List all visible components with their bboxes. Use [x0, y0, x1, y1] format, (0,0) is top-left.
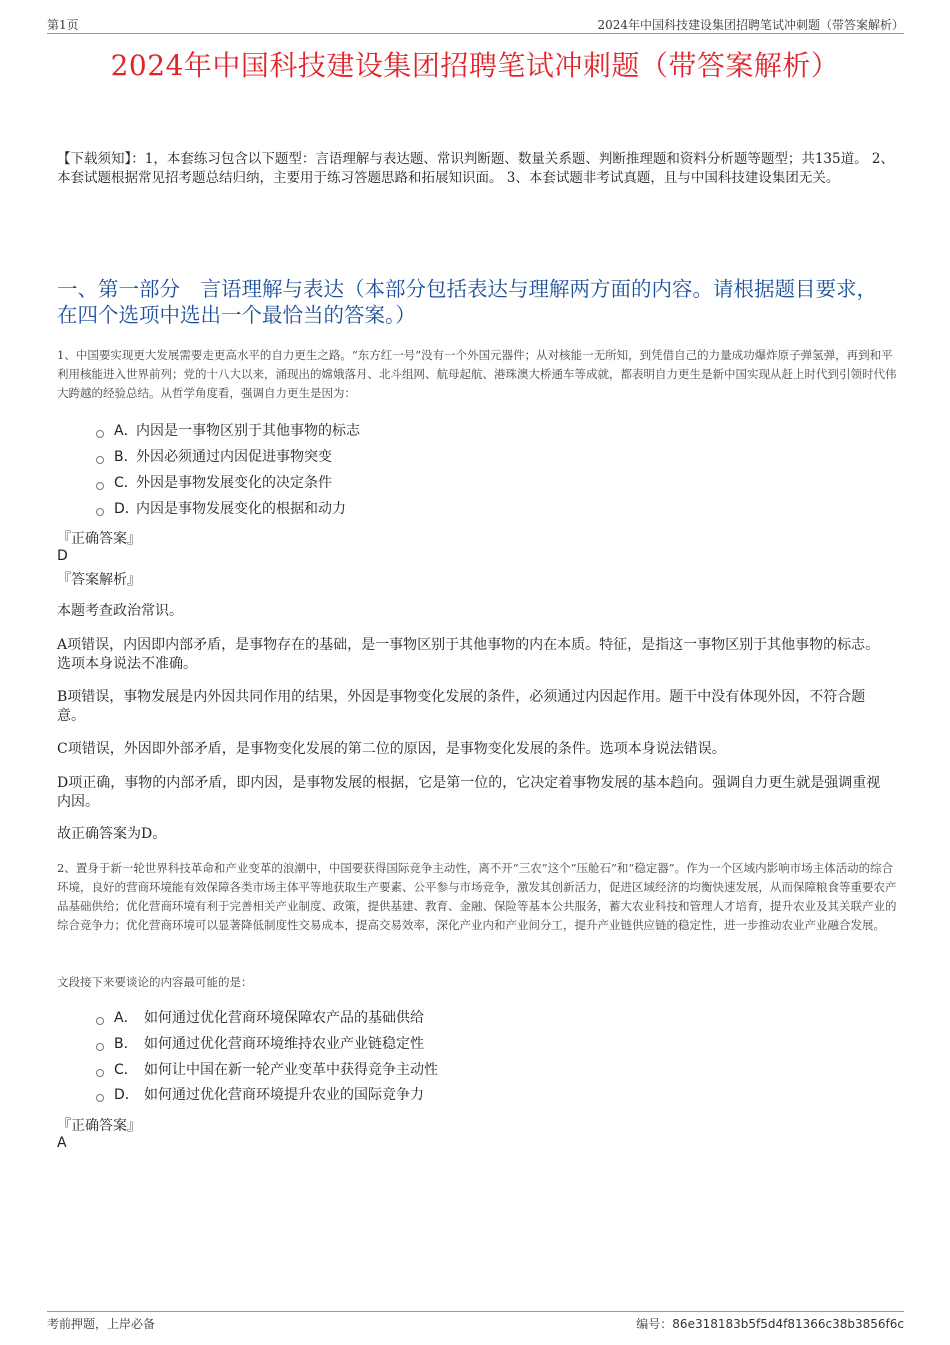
option-key: A．	[114, 1010, 138, 1026]
q1-answer-label: 『正确答案』	[57, 531, 141, 547]
document-code	[636, 1315, 904, 1332]
option-text: 外因是事物发展变化的决定条件	[136, 475, 332, 491]
q1-analysis-label: 『答案解析』	[57, 572, 141, 588]
q1-analysis-intro: 本题考查政治常识。	[57, 603, 183, 619]
q1-analysis-c: C项错误，外因即外部矛盾，是事物变化发展的第二位的原因，是事物变化发展的条件。选项本身说法错误。	[57, 741, 726, 757]
question-2-stem: 2、置身于新一轮世界科技革命和产业变革的浪潮中，中国要获得国际竞争主动性，离不开“三农”这个“压舱石”和“稳定器”。作为一个区域内影响市场主体活动的综合环境，良好的营商环境能有效保障各类市场主体平等地获取生产要素、公平参与市场竞争，激发其创新活力，促进区域经济的均衡快速发展，从而保障粮食等重要农产品基础供给；优化营商环境有利于完善相关产业制度、政策，提供基建、教育、金融、保险等基本公共服务，蓄大农业科技和管理人才培育，提升农业及其关联产业的综合竞争力；优化营商环境可以显著降低制度性交易成本，提高交易效率，深化产业内和产业间分工，提升产业链供应链的稳定性，进一步推动农业产业融合发展。	[57, 861, 897, 932]
option-key: B．	[114, 1036, 138, 1052]
q2-option-c[interactable]	[96, 1060, 438, 1080]
radio-icon[interactable]	[96, 456, 104, 464]
radio-icon[interactable]	[96, 482, 104, 490]
q1-analysis-conclusion: 故正确答案为D。	[57, 826, 167, 842]
q1-answer: D	[57, 548, 68, 564]
download-notice: 【下载须知】：1，本套练习包含以下题型：言语理解与表达题、常识判断题、数量关系题、判断推理题和资料分析题等题型；共135道。 2、本套试题根据常见招考题总结归纳，主要用于练习答题思路和拓展知识面。 3、本套试题非考试真题，且与中国科技建设集团无关。	[57, 151, 894, 186]
running-header-title: 2024年中国科技建设集团招聘笔试冲刺题（带答案解析）	[597, 18, 904, 32]
q2-option-b[interactable]	[96, 1034, 424, 1054]
option-text: 内因是事物发展变化的根据和动力	[136, 501, 346, 517]
q1-analysis-a: A项错误，内因即内部矛盾，是事物存在的基础，是一事物区别于其他事物的内在本质。特征，是指这一事物区别于其他事物的标志。选项本身说法不准确。	[57, 637, 880, 672]
footer-slogan: 考前押题，上岸必备	[47, 1317, 156, 1331]
option-text: 如何通过优化营商环境保障农产品的基础供给	[144, 1010, 424, 1026]
q1-option-d[interactable]	[96, 499, 346, 519]
q1-option-b[interactable]	[96, 447, 332, 467]
radio-icon[interactable]	[96, 1017, 104, 1025]
q1-option-a[interactable]	[96, 421, 360, 441]
q2-option-a[interactable]	[96, 1008, 424, 1028]
radio-icon[interactable]	[96, 430, 104, 438]
option-text: 如何通过优化营商环境提升农业的国际竞争力	[144, 1087, 424, 1103]
radio-icon[interactable]	[96, 1043, 104, 1051]
option-key: C．	[114, 1062, 138, 1078]
option-key: B．	[114, 449, 138, 465]
footer-divider	[47, 1311, 904, 1312]
question-1-stem: 1、中国要实现更大发展需要走更高水平的自力更生之路。“东方红一号”没有一个外国元器件；从对核能一无所知，到凭借自己的力量成功爆炸原子弹氢弹，再到和平利用核能进入世界前列；党的十八大以来，涌现出的嫦娥落月、北斗组网、航母起航、港珠澳大桥通车等成就，都表明自力更生是新中国实现从赶上时代到引领时代伟大跨越的经验总结。从哲学角度看，强调自力更生是因为：	[57, 348, 897, 400]
q2-answer-label: 『正确答案』	[57, 1118, 141, 1134]
q1-option-c[interactable]	[96, 473, 332, 493]
option-text: 如何让中国在新一轮产业变革中获得竞争主动性	[144, 1062, 438, 1078]
page-number: 第1页	[47, 18, 79, 32]
option-key: C．	[114, 475, 138, 491]
question-2-prompt: 文段接下来要谈论的内容最可能的是：	[57, 975, 253, 989]
section-heading: 一、第一部分 言语理解与表达（本部分包括表达与理解两方面的内容。请根据题目要求，在四个选项中选出一个最恰当的答案。）	[57, 277, 877, 327]
option-key: D．	[114, 1087, 139, 1103]
header-divider	[47, 33, 904, 34]
option-key: A．	[114, 423, 138, 439]
q1-analysis-b: B项错误，事物发展是内外因共同作用的结果，外因是事物变化发展的条件，必须通过内因起作用。题干中没有体现外因，不符合题意。	[57, 689, 866, 724]
radio-icon[interactable]	[96, 1069, 104, 1077]
option-text: 内因是一事物区别于其他事物的标志	[136, 423, 360, 439]
code-value: 86e318183b5f5d4f81366c38b3856f6c	[672, 1317, 904, 1331]
option-text: 如何通过优化营商环境维持农业产业链稳定性	[144, 1036, 424, 1052]
radio-icon[interactable]	[96, 1094, 104, 1102]
q1-analysis-d: D项正确，事物的内部矛盾，即内因，是事物发展的根据，它是第一位的，它决定着事物发展的基本趋向。强调自力更生就是强调重视内因。	[57, 775, 881, 810]
option-key: D．	[114, 501, 139, 517]
code-label: 编号：	[636, 1317, 673, 1331]
q2-answer: A	[57, 1135, 67, 1151]
radio-icon[interactable]	[96, 508, 104, 516]
document-title: 2024年中国科技建设集团招聘笔试冲刺题（带答案解析）	[110, 49, 840, 82]
q2-option-d[interactable]	[96, 1085, 424, 1105]
option-text: 外因必须通过内因促进事物突变	[136, 449, 332, 465]
